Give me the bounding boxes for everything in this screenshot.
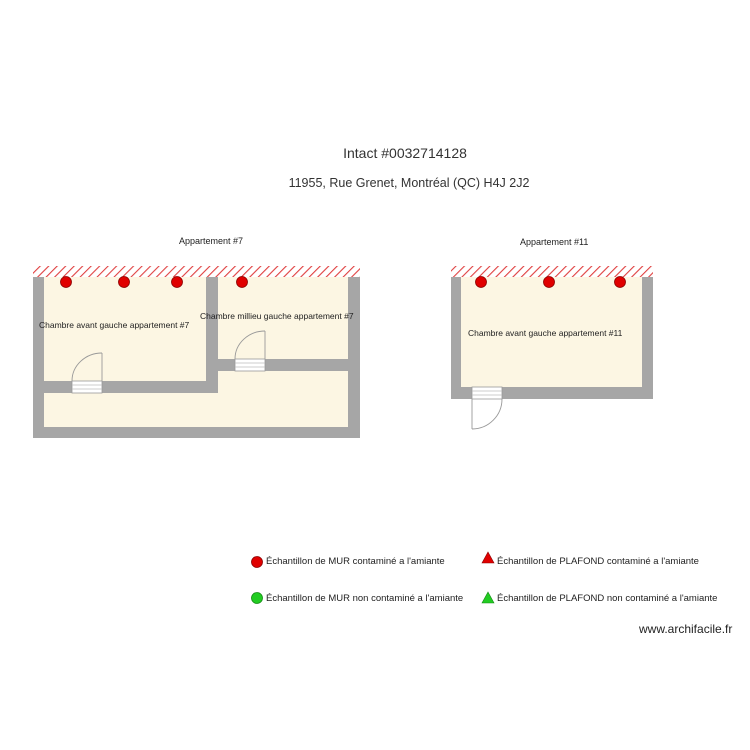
watermark-link[interactable]: www.archifacile.fr (639, 622, 733, 636)
legend-ceiling-clean-icon (482, 592, 494, 603)
address-subtitle: 11955, Rue Grenet, Montréal (QC) H4J 2J2 (288, 176, 530, 190)
room-label-middle-left-apt7: Chambre millieu gauche appartement #7 (200, 311, 354, 321)
legend-wall-contaminated-icon (252, 557, 263, 568)
legend-ceiling-contaminated-label: Échantillon de PLAFOND contaminé a l'amiante (497, 556, 699, 567)
room-label-front-left-apt7: Chambre avant gauche appartement #7 (39, 320, 190, 330)
wall-sample-contaminated-marker (476, 277, 487, 288)
wall-sample-contaminated-marker (172, 277, 183, 288)
ceiling-hatch-apt11 (451, 266, 653, 277)
legend-wall-contaminated-label: Échantillon de MUR contaminé a l'amiante (266, 556, 445, 567)
apartment-11-label: Appartement #11 (520, 237, 589, 247)
ceiling-hatch-apt7 (33, 266, 360, 277)
room-label-front-left-apt11: Chambre avant gauche appartement #11 (468, 328, 623, 338)
page-title: Intact #0032714128 (343, 145, 467, 161)
door-apt11 (472, 387, 502, 429)
wall-sample-contaminated-marker (237, 277, 248, 288)
wall-sample-contaminated-marker (615, 277, 626, 288)
wall-sample-contaminated-marker (119, 277, 130, 288)
legend-ceiling-clean-label: Échantillon de PLAFOND non contaminé a l'amiante (497, 593, 718, 604)
apartment-7-label: Appartement #7 (179, 236, 244, 246)
legend-ceiling-contaminated-icon (482, 552, 494, 563)
apartment-7-plan (33, 266, 360, 438)
apartment-11-plan (451, 266, 653, 429)
wall-sample-contaminated-marker (544, 277, 555, 288)
legend-wall-clean-label: Échantillon de MUR non contaminé a l'amiante (266, 593, 464, 604)
legend-wall-clean-icon (252, 593, 263, 604)
wall-sample-contaminated-marker (61, 277, 72, 288)
